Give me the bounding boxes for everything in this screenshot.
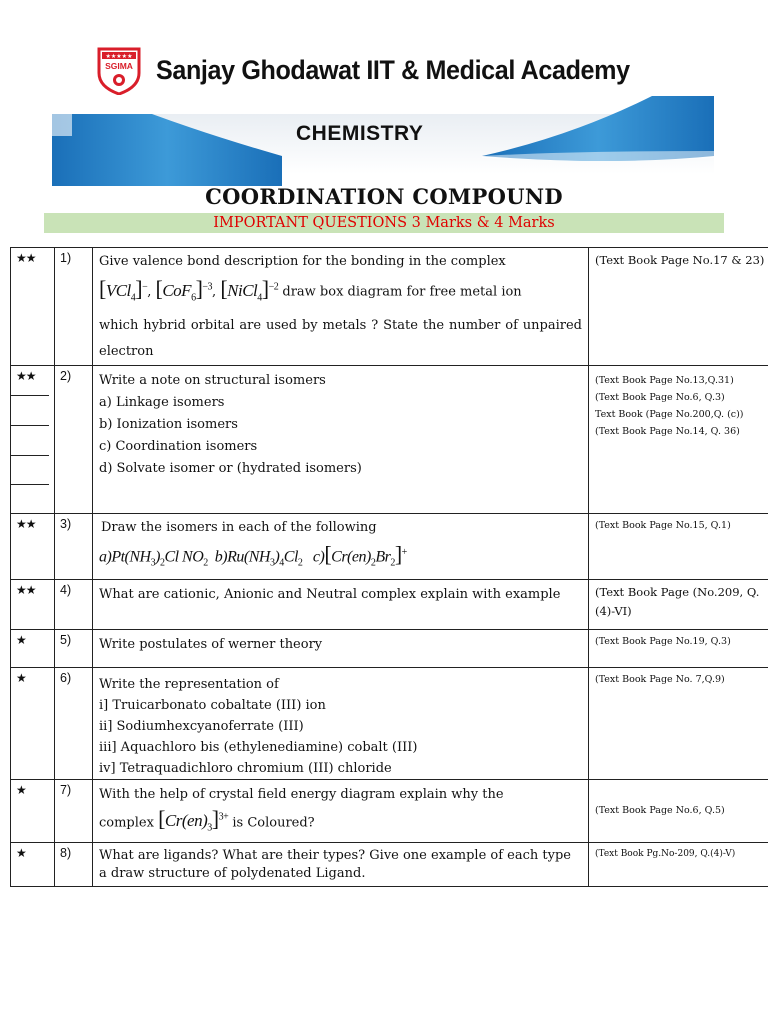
textbook-reference: (Text Book Page No.13,Q.31) (Text Book Page No.6, Q.3) Text Book (Page No.200,Q. (c)) (Text Book Page No.14, Q. 36) <box>589 366 768 514</box>
priority-stars: ★★ <box>11 514 55 580</box>
question-text: What are ligands? What are their types? Give one example of each type a draw structure of polydenated Ligand. <box>93 842 589 886</box>
question-text: Write postulates of werner theory <box>93 629 589 667</box>
formula-cof6: $[CoF_6]^{-3}$ <box>155 275 213 304</box>
formula-vcl4: [VCl$_4$]− <box>99 275 148 304</box>
topic-title: COORDINATION COMPOUND <box>205 184 563 209</box>
academy-name: Sanjay Ghodawat IIT & Medical Academy <box>156 55 630 85</box>
sgima-logo <box>97 47 141 95</box>
isomer-formulas: $a)Pt(NH_3)_2Cl$ $NO_2$ $b)Ru(NH_3)_4Cl_2$ $c)[Cr(en)_2Br_2]^+$ <box>99 541 407 569</box>
priority-stars: ★★ <box>11 248 55 366</box>
textbook-reference: (Text Book Page (No.209, Q.(4)-VI) <box>589 579 768 629</box>
formula-cr-en3: $[Cr(en)_3]^{3+}$ <box>158 806 229 834</box>
question-text: With the help of crystal field energy diagram explain why the complex $[Cr(en)_3]^{3+}$ is Coloured? <box>93 779 589 842</box>
question-number: 8) <box>55 842 93 886</box>
question-number: 4) <box>55 579 93 629</box>
question-row <box>11 514 768 580</box>
question-row <box>11 667 768 779</box>
question-text: Give valence bond description for the bonding in the complex [VCl$_4$]−, $[CoF_6]^{-3}$, [NiCl$_4$]$^{-2}$ draw box diagram for free metal ion which hybrid orbital are used by metals ? State the number of unpaired electron <box>93 248 589 366</box>
question-text: Write the representation of i] Truicarbonato cobaltate (III) ion ii] Sodiumhexcyanoferrate (III) iii] Aquachloro bis (ethylenediamine) cobalt (III) iv] Tetraquadichloro chromium (III) chloride <box>93 667 589 779</box>
question-row <box>11 366 768 514</box>
textbook-reference: (Text Book Page No.17 & 23) <box>589 248 768 366</box>
questions-table <box>10 247 768 887</box>
priority-stars: ★★ <box>16 369 36 384</box>
question-number: 7) <box>55 779 93 842</box>
important-banner: IMPORTANT QUESTIONS 3 Marks & 4 Marks <box>44 213 724 233</box>
question-row <box>11 842 768 886</box>
question-number: 5) <box>55 629 93 667</box>
priority-stars: ★ <box>11 629 55 667</box>
priority-stars: ★ <box>11 842 55 886</box>
question-text: What are cationic, Anionic and Neutral complex explain with example <box>93 579 589 629</box>
question-row <box>11 779 768 842</box>
svg-text:★★★★★: ★★★★★ <box>105 53 133 60</box>
question-text: Draw the isomers in each of the following $a)Pt(NH_3)_2Cl$ $NO_2$ $b)Ru(NH_3)_4Cl_2$ $c)[Cr(en)_2Br_2]^+$ <box>93 514 589 580</box>
textbook-reference: (Text Book Page No.19, Q.3) <box>589 629 768 667</box>
question-row <box>11 248 768 366</box>
question-text: Write a note on structural isomers a) Linkage isomers b) Ionization isomers c) Coordination isomers d) Solvate isomer or (hydrated isomers) <box>93 366 589 514</box>
textbook-reference: (Text Book Page No. 7,Q.9) <box>589 667 768 779</box>
question-row <box>11 629 768 667</box>
logo-text: SGIMA <box>105 61 133 71</box>
question-number: 6) <box>55 667 93 779</box>
textbook-reference: (Text Book Pg.No-209, Q.(4)-V) <box>589 842 768 886</box>
question-row <box>11 579 768 629</box>
subject-title: CHEMISTRY <box>296 122 424 145</box>
question-number: 3) <box>55 514 93 580</box>
priority-stars: ★ <box>11 779 55 842</box>
formula-nicl4: [NiCl$_4$]$^{-2}$ <box>220 275 279 304</box>
priority-stars: ★ <box>11 667 55 779</box>
question-number: 1) <box>55 248 93 366</box>
priority-stars: ★★ <box>11 579 55 629</box>
textbook-reference: (Text Book Page No.15, Q.1) <box>589 514 768 580</box>
question-number: 2) <box>55 366 93 514</box>
textbook-reference: (Text Book Page No.6, Q.5) <box>589 779 768 842</box>
